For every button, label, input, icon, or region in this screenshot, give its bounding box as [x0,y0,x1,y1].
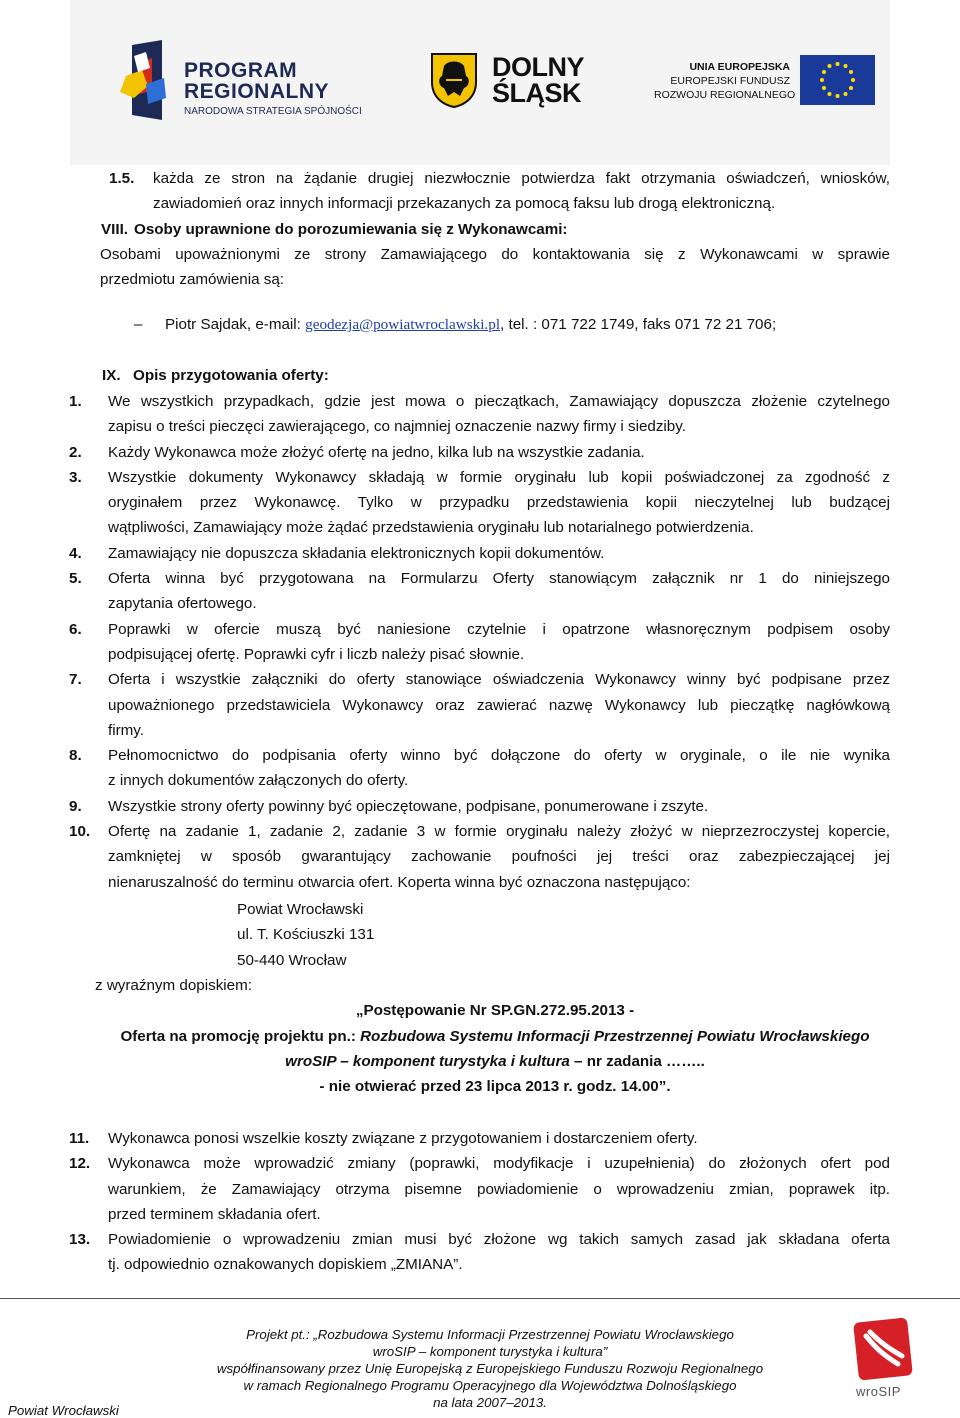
list-item [108,743,890,794]
item-number: 5. [69,570,82,588]
item-number: 3. [69,468,82,486]
list-item-line: podpisującej ofertę. Poprawki cyfr i liczb należy pisać słownie. [108,645,525,663]
envelope-notice-line-3: wroSIP – komponent turystyka i kultura – nr zadania …….. [285,1053,705,1070]
footer-project-text: Projekt pt.: „Rozbudowa Systemu Informacji Przestrzennej Powiatu Wrocławskiego wroSIP – komponent turystyka i kultura” współfinansowany przez Unię Europejską z Europejskiego Funduszu Rozwoju Regionalnego w ramach Regionalnego Programu Operacyjnego dla Województwa Dolnośląskiego na lata 2007–2013. [216,1327,764,1410]
section-viii-text: Osobami upoważnionymi ze strony Zamawiającego do kontaktowania się z Wykonawcami w sprawie przedmiotu zamówienia są: [100,246,890,289]
list-item-line: z innych dokumentów załączonych do oferty. [108,772,409,790]
list-item-line: Wszystkie dokumenty Wykonawcy składają w formie oryginału lub kopii poświadczonej za zgodność z [108,468,890,486]
item-number: 13. [69,1231,91,1249]
list-item [108,440,890,465]
footer-divider [0,1298,960,1299]
address-line: Powiat Wrocławski [237,901,364,918]
list-item [108,541,890,566]
item-number: 12. [69,1155,91,1173]
program-regionalny-subtitle: NARODOWA STRATEGIA SPÓJNOŚCI [184,106,362,117]
envelope-notice-line-2: Oferta na promocję projektu pn.: Rozbudowa Systemu Informacji Przestrzennej Powiatu Wrocławskiego [120,1028,870,1045]
item-number: 9. [69,797,82,815]
list-item [108,566,890,617]
section-number: IX. [102,367,121,384]
list-item-line: Oferta winna być przygotowana na Formularzu Oferty stanowiącym załącznik nr 1 do niniejszego [108,570,890,588]
list-item-line: firmy. [108,721,144,739]
list-item-line: zapytania ofertowego. [108,595,257,613]
list-item-line: Ofertę na zadanie 1, zadanie 2, zadanie 3 w formie oryginału należy złożyć w nieprzezroczystej kopercie, [108,823,890,841]
list-item-line: warunkiem, że Zamawiający otrzyma pisemne powiadomienie o wprowadzeniu zmian, poprawek itp. [108,1180,890,1198]
list-item-line: zapisu o treści pieczęci zawierającego, co najmniej oznaczenie nazwy firmy i siedziby. [108,418,686,436]
list-item-line: oryginałem przez Wykonawcę. Tylko w przypadku przedstawienia kopii nieczytelnej lub budzącej [108,494,890,512]
dolny-slask-title: DOLNY ŚLĄSK [492,52,584,108]
list-dash: – [134,316,143,333]
eu-line-2: EUROPEJSKI FUNDUSZ [670,75,790,87]
item-number: 11. [69,1130,90,1147]
section-number: VIII. [101,221,129,238]
section-ix-title: Opis przygotowania oferty: [133,367,329,384]
item-number: 2. [69,443,82,461]
list-item-line: Wykonawca może wprowadzić zmiany (poprawki, modyfikacje i uzupełnienia) do złożonych ofert pod [108,1155,890,1173]
footer-organization: Powiat Wrocławski [8,1403,119,1418]
list-item-line: wątpliwości, Zamawiający może żądać przedstawienia oryginału lub notarialnego potwierdzenia. [108,519,754,537]
list-item-line: We wszystkich przypadkach, gdzie jest mowa o pieczątkach, Zamawiający dopuszcza złożenie czytelnego [108,393,890,410]
list-item [108,617,890,668]
program-regionalny-logo [112,40,382,120]
section-viii-title: Osoby uprawnione do porozumiewania się z Wykonawcami: [134,221,568,238]
address-line: 50-440 Wrocław [237,952,347,969]
item-number: 7. [69,671,82,689]
eu-line-3: ROZWOJU REGIONALNEGO [654,89,796,101]
list-item-line: przed terminem składania ofert. [108,1205,321,1223]
program-regionalny-title: PROGRAM REGIONALNY [184,59,330,103]
list-item [108,1227,890,1278]
dolny-slask-logo [430,52,600,112]
paragraph-1-5: każda ze stron na żądanie drugiej niezwłocznie potwierdza fakt otrzymania oświadczeń, wniosków, zawiadomień oraz innych informacji przekazanych za pomocą faksu lub drogą elektroniczną. [153,170,890,213]
list-item-line: Poprawki w ofercie muszą być naniesione czytelnie i opatrzone własnoręcznym podpisem osoby [108,620,890,638]
list-item-line: nienaruszalność do terminu otwarcia ofert. Koperta winna być oznaczona następująco: [108,873,691,891]
list-item-line: zamkniętej w sposób gwarantujący zachowanie poufności jej treści oraz zabezpieczającej jej [108,848,890,866]
list-item-line: Wszystkie strony oferty powinny być opieczętowane, podpisane, ponumerowane i zszyte. [108,797,709,815]
dopisek-label: z wyraźnym dopiskiem: [95,977,252,994]
item-number: 1. [69,393,82,410]
item-number: 8. [69,747,82,765]
wrosip-logo-label: wroSIP [856,1384,901,1399]
item-number: 10. [69,823,91,841]
list-item-line: Zamawiający nie dopuszcza składania elektronicznych kopii dokumentów. [108,544,605,562]
eu-line-1: UNIA EUROPEJSKA [689,61,790,73]
list-item-line: tj. odpowiednio oznakowanych dopiskiem „ZMIANA”. [108,1256,463,1274]
list-item-line: Powiadomienie o wprowadzeniu zmian musi być złożone wg takich samych zasad jak składana oferta [108,1231,890,1249]
contact-email-link[interactable]: geodezja@powiatwroclawski.pl [305,316,501,333]
contact-line: Piotr Sajdak, e-mail: geodezja@powiatwroclawski.pl, tel. : 071 722 1749, faks 071 72 21 706; [165,316,777,333]
eu-logo [654,55,879,110]
item-number: 4. [69,544,82,562]
eu-flag-icon [800,55,875,105]
list-item [108,1151,890,1227]
envelope-notice-line-4: - nie otwierać przed 23 lipca 2013 r. godz. 14.00”. [319,1078,671,1095]
list-item [108,389,890,440]
item-number: 6. [69,620,82,638]
list-item [108,794,890,819]
program-regionalny-emblem-icon [112,40,176,120]
list-item-line: Wykonawca ponosi wszelkie koszty związane z przygotowaniem i dostarczeniem oferty. [108,1130,698,1147]
list-item-line: upoważnionego przedstawiciela Wykonawcy oraz zawierać nazwę Wykonawcy lub pieczątkę nagłówkową [108,696,890,714]
list-item-line: Pełnomocnictwo do podpisania oferty winno być dołączone do oferty w oryginale, o ile nie wynika [108,747,890,765]
list-item-line: Każdy Wykonawca może złożyć ofertę na jedno, kilka lub na wszystkie zadania. [108,443,645,461]
list-item [108,667,890,743]
list-item [108,465,890,541]
coat-of-arms-icon [430,52,478,108]
list-item [108,819,890,895]
item-number: 1.5. [109,170,135,187]
list-item [108,1126,890,1151]
list-item-line: Oferta i wszystkie załączniki do oferty stanowiące oświadczenia Wykonawcy winny być podpisane przez [108,671,890,689]
address-line: ul. T. Kościuszki 131 [237,926,375,943]
envelope-notice-line-1: „Postępowanie Nr SP.GN.272.95.2013 - [355,1002,635,1019]
